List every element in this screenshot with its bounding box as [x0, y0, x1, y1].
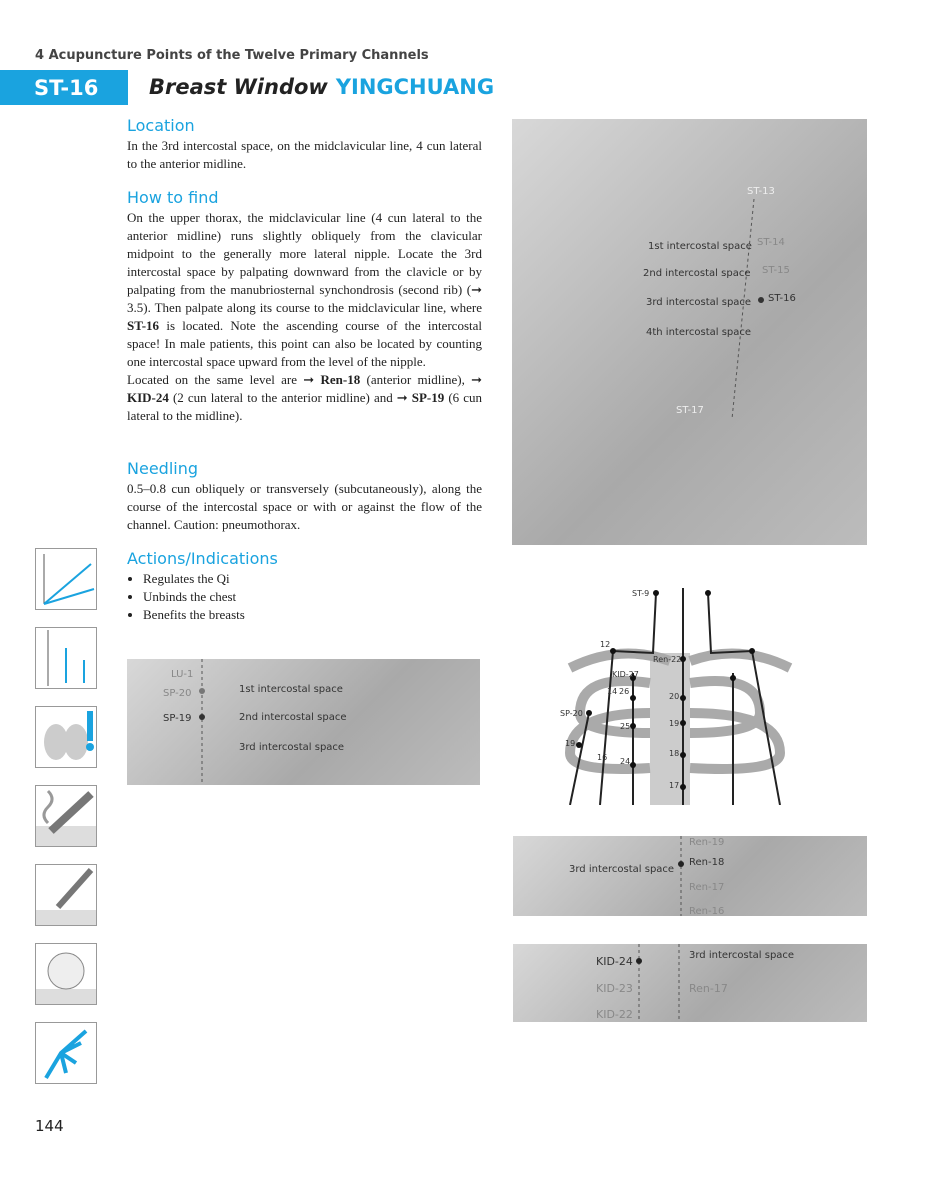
point-title	[149, 75, 494, 99]
how-to-find-heading: How to find	[127, 188, 219, 207]
needle-angle-icon	[35, 548, 97, 610]
needle-depth-icon	[35, 627, 97, 689]
lateral-chest-photo: LU-1 SP-20 SP-19 1st intercostal space 2nd intercostal space 3rd intercostal space	[127, 659, 480, 785]
same-level-text: Located on the same level are ➞ Ren-18 (anterior midline), ➞ KID-24 (2 cun lateral to the anterior midline) and ➞ SP-19 (6 cun lateral to the midline).	[127, 372, 482, 423]
main-chest-photo: ST-13 1st intercostal space ST-14 2nd intercostal space ST-15 3rd intercostal space ST-16 4th intercostal space ST-17	[512, 119, 867, 545]
page-number: 144	[35, 1117, 64, 1135]
point-name-en: Breast Window	[149, 75, 328, 99]
actions-heading: Actions/Indications	[127, 549, 278, 568]
location-section	[127, 117, 482, 173]
location-heading: Location	[127, 116, 195, 135]
actions-section	[127, 550, 482, 624]
location-text: In the 3rd intercostal space, on the midclavicular line, 4 cun lateral to the anterior midline.	[127, 138, 482, 171]
needling-text: 0.5–0.8 cun obliquely or transversely (subcutaneously), along the course of the intercostal space or with or against the flow of the channel. Caution: pneumothorax.	[127, 481, 482, 532]
moxa-icon	[35, 785, 97, 847]
hand-acupressure-icon	[35, 1022, 97, 1084]
ren-points-photo: Ren-19 Ren-18 3rd intercostal space Ren-17 Ren-16	[513, 836, 867, 916]
point-code-tag: ST-16	[0, 70, 128, 105]
cupping-icon	[35, 943, 97, 1005]
needling-heading: Needling	[127, 459, 198, 478]
lungs-caution-icon	[35, 706, 97, 768]
skeleton-diagram: ST-9 12 Ren-22 KID-27 14 26 20 SP-20 25 19 19 16 24 18 17	[540, 583, 820, 805]
needling-section	[127, 460, 482, 534]
how-to-find-text: On the upper thorax, the midclavicular line (4 cun lateral to the anterior midline) runs slightly obliquely from the clavicular midpoint to the generally more lateral nipple. Locate the 3rd intercostal space by palpating downward from the clavicle or by palpating from the manubriosternal synchondrosis (second rib) (➞ 3.5). Then palpate along its course to the midclavicular line, where ST-16 is located. Note the ascending course of the intercostal space! In male patients, this point can also be located by counting one intercostal space upward from the level of the nipple.	[127, 210, 482, 369]
kid-points-photo: KID-24 3rd intercostal space KID-23 Ren-17 KID-22	[513, 944, 867, 1022]
action-item: • Unbinds the chest	[143, 588, 482, 606]
bloodletting-icon	[35, 864, 97, 926]
chapter-header: 4 Acupuncture Points of the Twelve Primary Channels	[35, 48, 429, 63]
how-to-find-section	[127, 189, 482, 425]
action-item: • Benefits the breasts	[143, 606, 482, 624]
point-name-pinyin: YINGCHUANG	[335, 75, 495, 99]
action-item: • Regulates the Qi	[143, 570, 482, 588]
